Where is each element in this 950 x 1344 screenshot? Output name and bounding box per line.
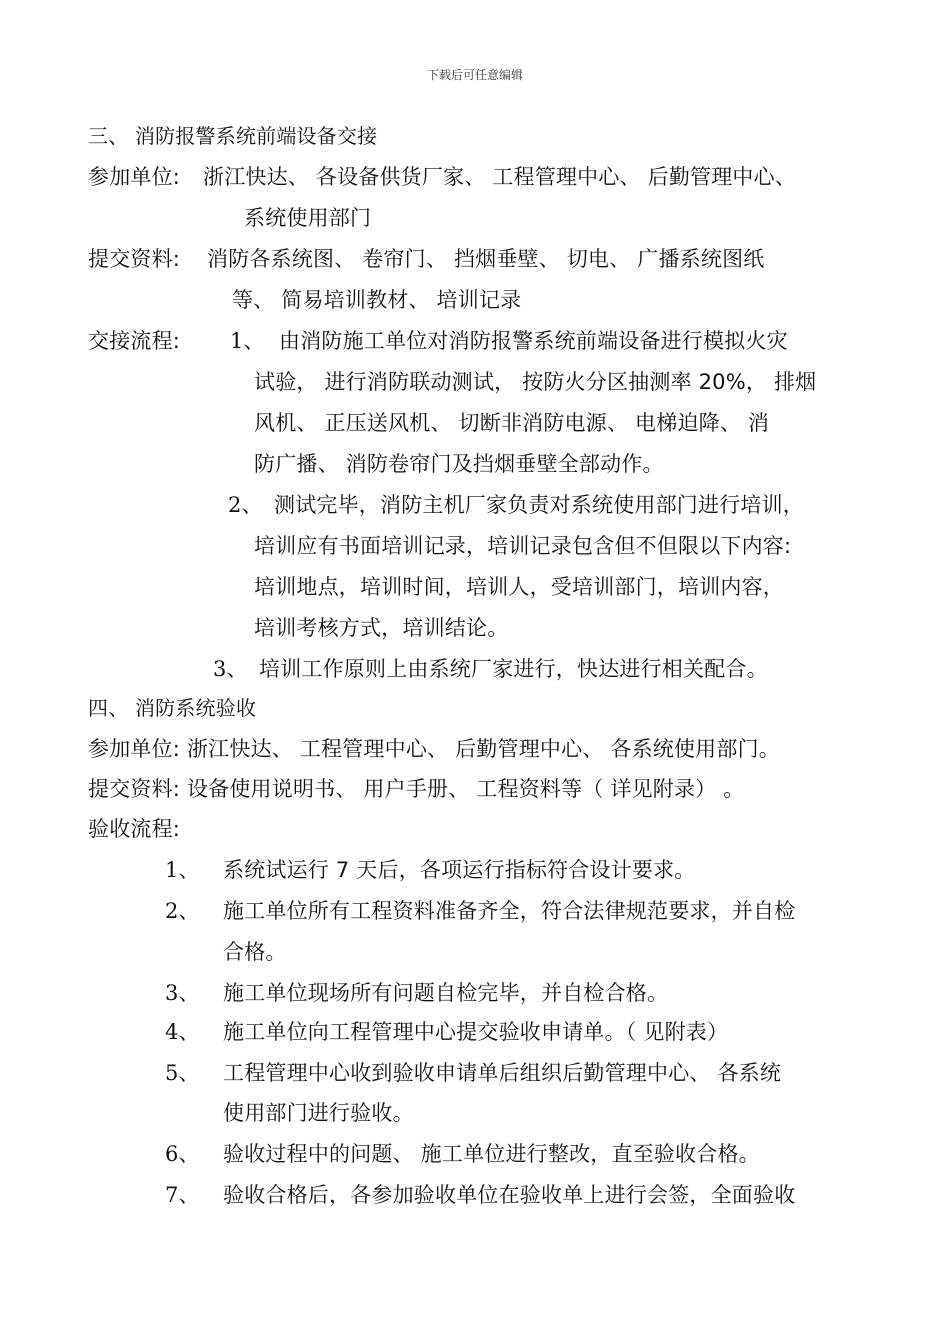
section3-materials-line2: 等、 简易培训教材、 培训记录 [232, 288, 522, 312]
section4-step-5-number: 5、 [165, 1061, 200, 1085]
section4-process-label: 验收流程: [88, 817, 181, 841]
section3-materials-line1: 消防各系统图、 卷帘门、 挡烟垂壁、 切电、 广播系统图纸 [207, 247, 765, 271]
section4-step-1-line-1: 系统试运行 7 天后，各项运行指标符合设计要求。 [223, 858, 696, 882]
section3-participants-line2: 系统使用部门 [244, 206, 372, 230]
section4-participants: 参加单位: 浙江快达、 工程管理中心、 后勤管理中心、 各系统使用部门。 [88, 737, 780, 761]
section4-title: 四、 消防系统验收 [88, 696, 257, 720]
section4-step-3-number: 3、 [165, 981, 200, 1005]
section4-step-3-line-1: 施工单位现场所有问题自检完毕，并自检合格。 [223, 981, 669, 1005]
section3-step-3-line-1: 培训工作原则上由系统厂家进行，快达进行相关配合。 [259, 657, 768, 681]
section4-step-7-number: 7、 [165, 1183, 200, 1207]
section4-materials: 提交资料: 设备使用说明书、 用户手册、 工程资料等（ 详见附录） 。 [88, 777, 745, 801]
section4-step-4-line-1: 施工单位向工程管理中心提交验收申请单。（ 见附表） [223, 1020, 729, 1044]
section4-step-6-line-1: 验收过程中的问题、 施工单位进行整改，直至验收合格。 [223, 1142, 760, 1166]
section4-step-2-line-1: 施工单位所有工程资料准备齐全，符合法律规范要求，并自检 [223, 899, 796, 923]
section3-participants-label: 参加单位: [88, 165, 181, 189]
section3-materials-label: 提交资料: [88, 247, 181, 271]
section3-step-1-line-1: 由消防施工单位对消防报警系统前端设备进行模拟火灾 [279, 329, 788, 353]
section3-step-1-line-2: 试验， 进行消防联动测试， 按防火分区抽测率 20%， 排烟 [254, 370, 817, 394]
section3-participants-line1: 浙江快达、 各设备供货厂家、 工程管理中心、 后勤管理中心、 [203, 165, 797, 189]
section4-step-2-line-2: 合格。 [223, 940, 287, 964]
section4-step-2-number: 2、 [165, 899, 200, 923]
section3-step-2-line-3: 培训地点，培训时间，培训人，受培训部门，培训内容， [254, 575, 784, 599]
section3-step-2-line-2: 培训应有书面培训记录，培训记录包含但不但限以下内容: [254, 534, 792, 558]
section4-step-1-number: 1、 [165, 858, 200, 882]
section4-step-4-number: 4、 [165, 1020, 200, 1044]
section3-step-2-number: 2、 [228, 493, 263, 517]
section3-step-2-line-4: 培训考核方式，培训结论。 [254, 616, 509, 640]
section3-step-2-line-1: 测试完毕，消防主机厂家负责对系统使用部门进行培训， [274, 493, 804, 517]
section3-process-label: 交接流程: [88, 329, 181, 353]
section3-step-1-number: 1、 [230, 329, 265, 353]
section4-step-5-line-2: 使用部门进行验收。 [223, 1101, 414, 1125]
section3-step-1-line-4: 防广播、 消防卷帘门及挡烟垂壁全部动作。 [254, 452, 664, 476]
section3-title: 三、 消防报警系统前端设备交接 [88, 124, 378, 148]
section3-step-1-line-3: 风机、 正压送风机、 切断非消防电源、 电梯迫降、 消 [254, 411, 770, 435]
header-note: 下载后可任意编辑 [426, 68, 523, 82]
section4-step-7-line-1: 验收合格后，各参加验收单位在验收单上进行会签，全面验收 [223, 1183, 796, 1207]
section4-step-6-number: 6、 [165, 1142, 200, 1166]
section4-step-5-line-1: 工程管理中心收到验收申请单后组织后勤管理中心、 各系统 [223, 1061, 782, 1085]
section3-step-3-number: 3、 [213, 657, 248, 681]
